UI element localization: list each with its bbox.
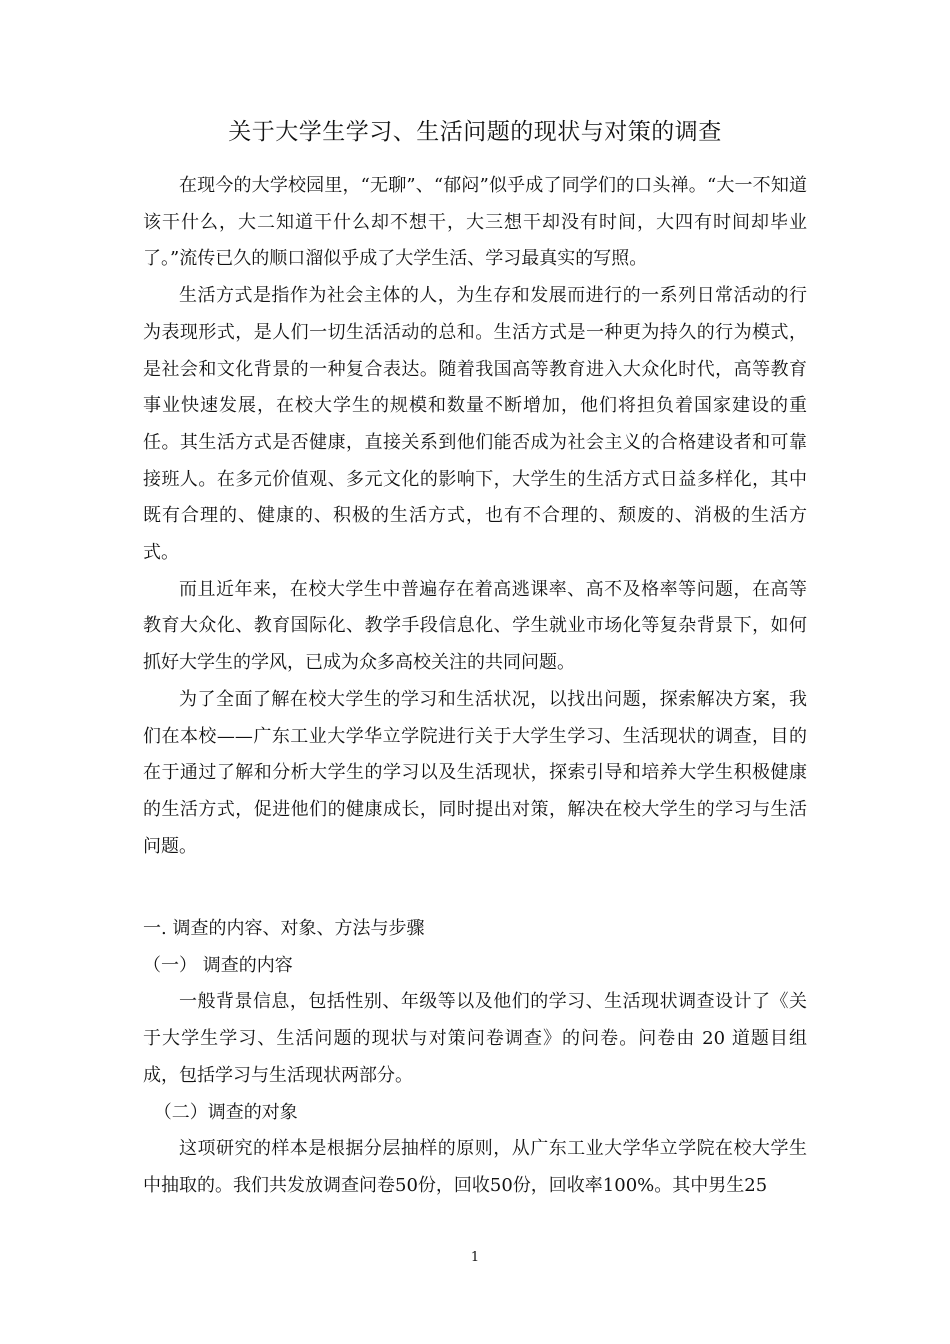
section-heading: 一. 调查的内容、对象、方法与步骤 [143, 918, 425, 939]
paragraph-survey-subjects: 这项研究的样本是根据分层抽样的原则，从广东工业大学华立学院在校大学生中抽取的。我们共发放调查问卷50份，回收50份，回收率100%。其中男生25 [143, 1138, 807, 1196]
paragraph-survey-content: 一般背景信息，包括性别、年级等以及他们的学习、生活现状调查设计了《关于大学生学习、生活问题的现状与对策问卷调查》的问卷。问卷由 20 道题目组成，包括学习与生活现状两部分。 [143, 991, 807, 1086]
subsection-heading-subjects: （二）调查的对象 [153, 1101, 298, 1123]
paragraph-intro-1: 在现今的大学校园里，“无聊”、“郁闷”似乎成了同学们的口头禅。“大一不知道该干什么，大二知道干什么却不想干，大三想干却没有时间，大四有时间却毕业了。”流传已久的顺口溜似乎成了大学生活、学习最真实的写照。 [143, 175, 807, 270]
document-title: 关于大学生学习、生活问题的现状与对策的调查 [228, 119, 722, 145]
document-body-intro [143, 168, 807, 865]
paragraph-intro-4: 为了全面了解在校大学生的学习和生活状况，以找出问题，探索解决方案，我们在本校——广东工业大学华立学院进行关于大学生学习、生活现状的调查，目的在于通过了解和分析大学生的学习以及生活现状，探索引导和培养大学生积极健康的生活方式，促进他们的健康成长，同时提出对策，解决在校大学生的学习与生活问题。 [143, 688, 807, 857]
document-body-section-1 [143, 911, 807, 1205]
page-number: 1 [470, 1250, 480, 1265]
paragraph-intro-2: 生活方式是指作为社会主体的人，为生存和发展而进行的一系列日常活动的行为表现形式，是人们一切生活活动的总和。生活方式是一种更为持久的行为模式，是社会和文化背景的一种复合表达。随着我国高等教育进入大众化时代，高等教育事业快速发展，在校大学生的规模和数量不断增加，他们将担负着国家建设的重任。其生活方式是否健康，直接关系到他们能否成为社会主义的合格建设者和可靠接班人。在多元价值观、多元文化的影响下，大学生的生活方式日益多样化，其中既有合理的、健康的、积极的生活方式，也有不合理的、颓废的、消极的生活方式。 [143, 285, 807, 564]
paragraph-intro-3: 而且近年来，在校大学生中普遍存在着高逃课率、高不及格率等问题，在高等教育大众化、教育国际化、教学手段信息化、学生就业市场化等复杂背景下，如何抓好大学生的学风，已成为众多高校关注的共同问题。 [143, 578, 807, 674]
subsection-heading-content: （一） 调查的内容 [143, 954, 293, 976]
